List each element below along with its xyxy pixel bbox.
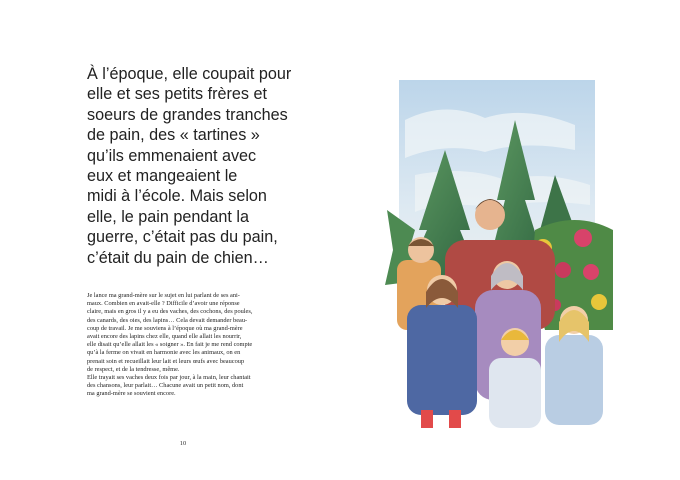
girl-blue-coat — [407, 305, 477, 415]
lead-line: midi à l’école. Mais selon — [87, 187, 267, 206]
body-text — [87, 292, 292, 399]
lead-line: soeurs de grandes tranches — [87, 105, 288, 124]
rose — [555, 262, 571, 278]
page-number: 10 — [179, 440, 187, 447]
lead-line: eux et mangeaient le — [87, 167, 238, 186]
body-line: des canards, des oies, des lapins… Cela devait demander beau- — [87, 316, 248, 324]
boy-white — [489, 358, 541, 428]
body-line: Je lance ma grand-mère sur le sujet en lui parlant de ses ani- — [87, 292, 240, 299]
rose — [583, 264, 599, 280]
rose — [591, 294, 607, 310]
girl-socks — [421, 410, 433, 428]
family-illustration — [385, 80, 615, 430]
body-line: prenait soin et recueillait leur lait et leurs œufs avec beaucoup — [87, 357, 245, 365]
lead-line: elle et ses petits frères et — [87, 85, 267, 104]
lead-line: qu’ils emmenaient avec — [87, 146, 257, 165]
lead-line: À l’époque, elle coupait pour — [87, 65, 292, 83]
body-line: de respect, et de la tendresse, même. — [87, 365, 180, 373]
girl-light-blue — [545, 335, 603, 425]
body-line: Elle trayait ses vaches deux fois par jour, à la main, leur chantait — [87, 374, 251, 382]
lead-line: elle, le pain pendant la — [87, 207, 250, 226]
body-line: avait encore des lapins chez elle, quand elle allait les nourrir, — [87, 333, 242, 341]
rose — [574, 229, 592, 247]
body-line: coup de travail. Je me souviens à l’époque où ma grand-mère — [87, 324, 243, 332]
body-line: qu’à la ferme on vivait en harmonie avec les animaux, on en — [87, 349, 241, 357]
body-line: claire, mais en gros il y a eu des vaches, des cochons, des poules, — [87, 308, 253, 316]
lead-paragraph — [87, 64, 327, 268]
body-line: des chansons, leur parlait… Chacune avait un petit nom, dont — [87, 382, 244, 390]
girl-socks — [449, 410, 461, 428]
body-line: elle disait qu’elle allait les « soigner ». En fait je me rend compte — [87, 341, 253, 349]
body-line: ma grand-mère se souvient encore. — [87, 390, 176, 398]
body-line: maux. Combien en avait-elle ? Difficile d’avoir une réponse — [87, 300, 240, 308]
lead-line: guerre, c’était pas du pain, — [87, 228, 278, 247]
lead-line: c’était du pain de chien… — [87, 248, 269, 267]
lead-line: de pain, des « tartines » — [87, 126, 260, 145]
